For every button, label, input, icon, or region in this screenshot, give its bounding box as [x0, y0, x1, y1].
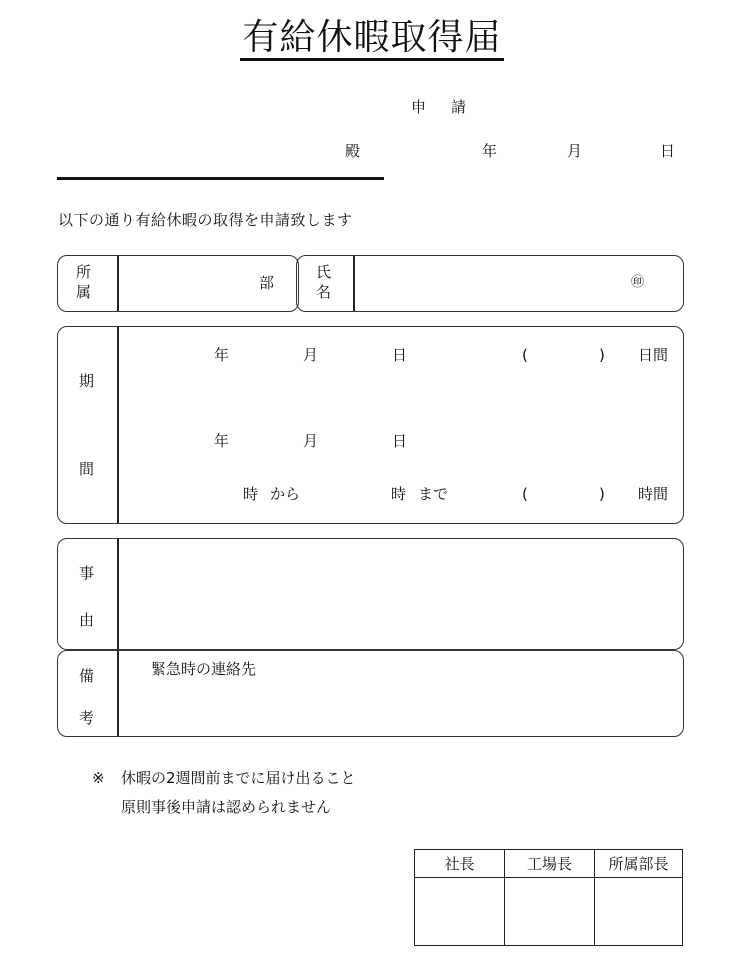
- remarks-label-top: 備: [79, 667, 95, 685]
- addressee-signature-line[interactable]: [57, 177, 384, 180]
- start-day-label: 日: [392, 346, 408, 364]
- applicant-label-sei: 請: [451, 98, 467, 116]
- date-month-label: 月: [567, 142, 583, 160]
- affiliation-label-top: 所: [76, 263, 92, 281]
- hours-paren-open: (: [522, 485, 528, 503]
- remarks-field[interactable]: [57, 650, 684, 737]
- from-hour-label: 時: [243, 485, 259, 503]
- date-year-label: 年: [482, 142, 498, 160]
- divider: [353, 256, 355, 311]
- approval-header-factory-manager: 工場長: [505, 850, 595, 878]
- divider: [117, 651, 119, 736]
- affiliation-field[interactable]: [57, 255, 299, 312]
- hours-paren-close: ): [599, 485, 605, 503]
- approval-stamp-table: [414, 849, 683, 946]
- end-year-label: 年: [214, 432, 230, 450]
- start-year-label: 年: [214, 346, 230, 364]
- days-paren-close: ): [599, 346, 605, 364]
- note-line-2: 原則事後申請は認められません: [121, 798, 332, 816]
- name-field[interactable]: [296, 255, 684, 312]
- reason-field[interactable]: [57, 538, 684, 650]
- to-hour-label: 時: [391, 485, 407, 503]
- days-unit: 日間: [638, 346, 669, 364]
- name-label-top: 氏: [316, 263, 332, 281]
- approval-stamp-factory-manager[interactable]: [505, 878, 595, 946]
- note-line-1: 休暇の2週間前までに届け出ること: [121, 769, 356, 787]
- name-label-bottom: 名: [316, 283, 332, 301]
- to-label: まで: [418, 485, 449, 503]
- note-mark: ※: [92, 769, 105, 787]
- end-day-label: 日: [392, 432, 408, 450]
- affiliation-label-bottom: 属: [76, 283, 92, 301]
- approval-stamp-president[interactable]: [415, 878, 505, 946]
- hours-unit: 時間: [638, 485, 669, 503]
- start-month-label: 月: [303, 346, 319, 364]
- divider: [117, 327, 119, 523]
- reason-label-bottom: 由: [79, 611, 95, 629]
- emergency-contact-label: 緊急時の連絡先: [151, 660, 257, 678]
- remarks-label-bottom: 考: [79, 709, 95, 727]
- applicant-label-shin: 申: [411, 98, 427, 116]
- period-field[interactable]: [57, 326, 684, 524]
- end-month-label: 月: [303, 432, 319, 450]
- department-suffix: 部: [259, 274, 275, 292]
- period-label-top: 期: [79, 372, 95, 390]
- date-day-label: 日: [660, 142, 676, 160]
- addressee-suffix: 殿: [345, 142, 361, 160]
- approval-stamp-department-head[interactable]: [595, 878, 683, 946]
- from-label: から: [270, 485, 301, 503]
- approval-header-department-head: 所属部長: [595, 850, 683, 878]
- intro-text: 以下の通り有給休暇の取得を申請致します: [58, 211, 353, 229]
- approval-header-president: 社長: [415, 850, 505, 878]
- seal-icon: ㊞: [631, 275, 645, 290]
- reason-label-top: 事: [79, 564, 95, 582]
- period-label-bottom: 間: [79, 460, 95, 478]
- divider: [117, 256, 119, 311]
- document-title: [0, 16, 744, 60]
- days-paren-open: (: [522, 346, 528, 364]
- divider: [117, 539, 119, 649]
- title-text: 有給休暇取得届: [240, 17, 503, 61]
